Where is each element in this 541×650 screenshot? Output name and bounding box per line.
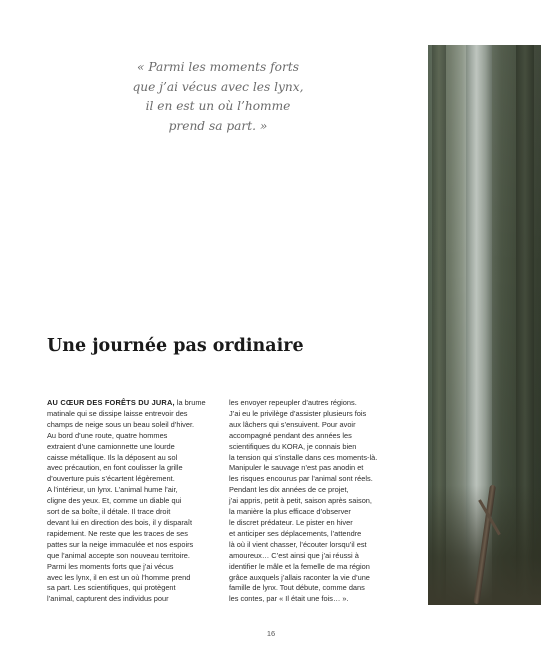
pull-quote-line: que j’ai vécus avec les lynx, (132, 79, 304, 94)
body-line: les envoyer repeupler d’autres régions. (229, 398, 357, 407)
body-line: la tension qui s’installe dans ces moments-là. (229, 452, 378, 462)
body-line: rapidement. Ne reste que les traces de ses (47, 528, 188, 538)
body-line: extraient d’une camionnette une lourde (47, 441, 175, 451)
body-line: la manière la plus efficace d’observer (229, 507, 351, 517)
body-line: Au bord d’une route, quatre hommes (47, 430, 168, 440)
body-column-1 (47, 398, 237, 605)
body-line: aux lâchers qui s’ensuivent. Pour avoir (229, 419, 356, 429)
pull-quote-line: prend sa part. » (168, 118, 268, 133)
body-line: sa part. Les scientifiques, qui protègent (47, 583, 176, 593)
body-line: matinale qui se dissipe laisse entrevoir des (47, 408, 188, 418)
body-line: avec les lynx, il en est un où l’homme prend (47, 572, 191, 582)
body-line: que l’animal accepte son nouveau territoire. (47, 550, 190, 560)
body-text: la brume (176, 398, 206, 407)
body-line: identifier le mâle et la femelle de ma région (229, 561, 370, 571)
forest-photo (428, 45, 541, 605)
body-line: et anticiper ses déplacements, l’attendre (229, 528, 362, 538)
body-line: Parmi les moments forts que j’ai vécus (47, 561, 174, 571)
body-line: Pendant les dix années de ce projet, (229, 485, 349, 495)
body-line: J’ai eu le privilège d’assister plusieurs fois (229, 408, 367, 418)
body-line: là où il vient chasser, l’écouter lorsqu’il est (229, 539, 367, 549)
body-line: devant lui en direction des bois, il y disparaît (47, 517, 193, 527)
body-line: avec précaution, en font coulisser la grille (47, 463, 183, 473)
body-line: j’ai appris, petit à petit, saison après saison, (229, 496, 372, 506)
body-line: scientifiques du KORA, je connais bien (229, 441, 357, 451)
body-line: grâce auxquels j’allais raconter la vie d’une (229, 572, 370, 582)
body-line: cligne des yeux. Et, comme un diable qui (47, 496, 182, 506)
body-line: l’animal, capturent des individus pour (47, 594, 169, 604)
body-line: famille de lynx. Tout débute, comme dans (229, 583, 365, 593)
body-line: A l’intérieur, un lynx. L’animal hume l’air, (47, 485, 178, 495)
body-line: accompagné pendant des années les (229, 430, 352, 440)
body-line: le discret prédateur. Le pister en hiver (229, 517, 353, 527)
pull-quote (118, 58, 318, 136)
article-title: Une journée pas ordinaire (47, 336, 304, 356)
body-line: pattes sur la neige immaculée et nos espoirs (47, 539, 194, 549)
page-number: 16 (266, 629, 276, 638)
lead-in: AU CŒUR DES FORÊTS DU JURA, (47, 398, 175, 407)
body-column-2 (229, 398, 419, 605)
body-line: caisse métallique. Ils la déposent au sol (47, 452, 178, 462)
pull-quote-line: il en est un où l’homme (145, 99, 291, 113)
body-line: sort de sa boîte, il détale. Il trace droit (47, 507, 171, 517)
body-line: les risques encourus par l’animal sont réels. (229, 474, 373, 484)
pull-quote-line: « Parmi les moments forts (136, 60, 299, 74)
body-line (47, 398, 237, 409)
body-line: amoureux… C’est ainsi que j’ai réussi à (229, 550, 359, 560)
body-line: champs de neige sous un beau soleil d’hiver. (47, 419, 195, 429)
body-line: les contes, par « Il était une fois… ». (229, 594, 349, 604)
body-line: Manipuler le sauvage n’est pas anodin et (229, 463, 364, 473)
body-line: d’ouverture puis s’écartent légèrement. (47, 474, 175, 484)
